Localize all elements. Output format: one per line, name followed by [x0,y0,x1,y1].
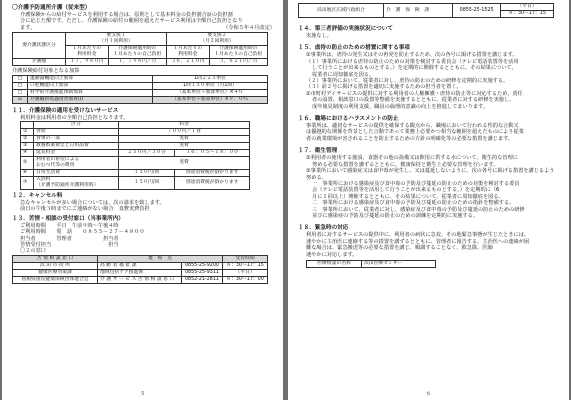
table-cell: 浜田地区広域行政組合 [299,4,384,18]
table-header: 受付時間 [223,255,268,262]
fee-table [12,32,268,66]
table-cell: ⑦ [21,177,34,190]
section-title: 〇介護予防通所介護（従来型） [12,5,91,11]
table-cell: 別途消費税が掛かります [175,177,250,190]
contact-line: 担当者 管理者 担当者 [20,235,119,242]
document-page-right [288,0,569,400]
table-cell: 島根県国民健康保険団体連合会 [13,276,98,283]
checkbox[interactable]: □ [13,82,28,89]
section-title: １７．衛生管理 [298,148,338,155]
complaint-window-table [12,255,268,284]
table-cell: 利用者の希望による おむつ代等の費用 [34,157,119,170]
table-cell: ⑥ [21,170,34,177]
table-cell: ④ [21,150,34,157]
table-subheader: 介護保険適用時の １月あたりの自己負担 [108,46,166,59]
table-cell: ３，６２１円／月 [209,59,267,66]
table-cell: 科学的介護推進体制加算 [28,89,153,96]
table-subheader: １月あたりの 利用料金 [166,46,209,59]
paragraph-line: 合に応じた額です。ただし、介護保険の給付の範囲を超えたサービス利用は全額自己負担となり [20,18,243,25]
table-cell: ７００円／１食 [119,129,250,136]
paragraph-line: ①事業所は、虐待の発生又はその再発を防止するため、次の各号に掲げる措置を講じます。 [306,52,518,59]
table-cell: 高 齢 者 福 祉 課 [98,262,182,269]
table-cell: ② [21,136,34,143]
contact-line: 〇２の窓口 [20,248,46,255]
table-subheader: １月あたりの 利用料金 [66,46,109,59]
section-title: １８．緊急時の対応 [298,225,349,232]
paragraph-line: ②事業所において感染症又は食中毒が発生し、又は蔓延しないように、次の各号に掲げる措置を講じるよう努める。 [306,168,555,181]
paragraph-line: 従業者に周知徹底を図る。 [312,71,375,78]
table-cell: １７，９８０円 [66,59,109,66]
non-insurance-table [20,121,250,190]
section-title: １６．職場におけるハラスメントの防止 [298,116,399,123]
table-cell: 日常生活費 [34,170,119,177]
table-cell: 延長料金 [34,150,119,157]
paragraph-line: 会（テレビ電話装置等を活用して行うことが出来るものとする。）を定期的に（6 [312,187,500,194]
table-cell: 0855-25-1525 [453,4,501,18]
table-cell: ８：30～17：15 [223,262,268,269]
paragraph-line: 速やかに主治医に連絡する等の措置を講ずるとともに、管理者に報告する。主治医への連絡が困 [306,238,530,245]
paragraph-line: 並びに感染症の予防及び蔓延の防止のための訓練を定期的に実施する。 [312,212,479,219]
table-cell: 1回１５０単位（月1回） [153,82,268,89]
table-header: 苦 情 相 談 窓 口 [13,255,98,262]
paragraph-line: 急なキャンセルが多い場合については、次の請求を致します。 [20,200,165,207]
paragraph-line: は優越的な関係を背景とした言動であって業務上必要かつ相当な範囲を超えたものにより従業 [306,129,524,136]
table-cell: 口腔機能向上加算 [28,82,153,89]
paragraph-line: 介護保険からの給付サービスを利用する場合は、原則として基本料金の負担割合証の負担割 [20,12,233,18]
table-cell: ３６，２１０円 [166,59,209,66]
table-cell: １５０円/回 [119,170,175,177]
paragraph-line: 利用者に対するサービスの提供中に、利用者の病状に急変、その他緊急事態が生じたときには、 [306,232,530,239]
table-cell: 医療相談の名称 [307,260,362,267]
table-header: 要支援１ （月１回利用） [66,33,167,46]
table-cell: １，７９８円／月 [108,59,166,66]
table-cell: 食事の一部 [34,136,119,143]
table-cell: ⑤ [21,157,34,170]
table-caption: 介護保険給付対象となる加算 [12,68,80,75]
revision-date: （令和５年４月改定） [223,24,275,31]
table-cell: 運動器機能向上加算 [28,75,153,82]
paragraph-line: 者の就業環境が害されることを防止するための方針の明確化等の必要な措置を講じます。 [306,135,514,142]
contact-continuation-table [298,3,554,18]
section-title: １２．キャンセル料 [12,193,63,200]
table-cell: 実費 [119,157,250,170]
page-number: ５ [139,391,145,397]
paragraph-line: 月に１回以上）開催するとともに、その結果について、従業者に周知徹底を図る。 [312,193,504,200]
checkbox[interactable]: □ [13,75,28,82]
section-title: １３．苦情・相談の受付窓口（当事業所内） [12,215,124,222]
table-cell: 実費 [119,143,250,150]
table-cell: 健康医療対策課 [13,269,98,276]
table-header: 料金 [119,122,250,129]
addition-table [12,75,268,104]
checkbox[interactable]: □ [13,89,28,96]
contact-line: 苦情受付担当 担当 [20,242,119,249]
table-cell: １５０円/回 [119,177,175,190]
table-cell: （基本単位＋加算単位）×４０ [153,89,268,96]
table-cell: 浜 田 市 役 所 [13,262,98,269]
section-title: １５．虐待の防止のための措置に関する事項 [298,45,410,52]
paragraph-line: （１）事業所における虐待の防止のための対策を検討する委員会（テレビ電話装置等を活用 [306,58,519,65]
table-cell: ③ [21,143,34,150]
paragraph-line: 成年後見制度の利用支援、職員の倫理的意識の向上を推進してまいります。 [312,103,488,110]
paragraph-line: 一 事業所における感染症及び食中毒の予防及び蔓延の防止のための対策を検討する委員 [312,180,520,187]
table-cell: 地域包括ケア推進係 [98,269,182,276]
table-cell: 0852-21-2811 [181,276,222,283]
paragraph-line: 三 事業所において、従業者に対し、感染症及び食中毒の予防及び蔓延の防止のための研修 [312,206,525,213]
contact-line: ご利用時間 電 話 ０８５５－２７－４８００ [20,229,145,236]
table-cell: 0855-25-9200 [181,262,222,269]
table-cell: （平日） [501,4,554,11]
table-header [21,122,34,129]
table-cell: 介護職員処遇改善加算(Ⅰ) [28,96,153,103]
section-title: １１．介護保険の適用を受けないサービス [12,107,119,114]
document-page-left [2,0,283,400]
table-cell: ① [21,129,34,136]
table-cell: （平日） [223,269,268,276]
paragraph-line: 者の設置、相談窓口の設置等整備を実施するとともに、従業者に対する研修を実施し、 [312,97,515,104]
paragraph-line: ②市町村デイサービスの提供に対する利用者の人権擁護・虐待の防止等に対応するため、責任 [306,90,523,97]
table-header: 連 絡 先 [98,255,223,262]
table-header: 要介護状態区分 [13,33,66,59]
table-subheader: 介護保険適用時の １月あたりの自己負担 [209,46,267,59]
page-number: ６ [425,391,431,397]
checkbox[interactable]: ☑ [13,96,28,103]
contact-line: ご利用時間 平日 午前９時～午後４時 [20,222,119,229]
table-cell: 0855-25-9311 [181,269,222,276]
paragraph-line: ①利用者の使用する施設、食器その他の設備又は飲用に供する水について、衛生的な管理に [306,155,518,162]
table-cell: ２５０円／３０分 [119,150,175,157]
table-cell: 1回２２５単位 [153,75,268,82]
paragraph-line: （３）前２号に掲げる措置を適切に実施するための担当者を置く。 [306,84,462,91]
paragraph-line: ます。 [20,24,36,31]
section-title: １４．第三者評価の実施状況について [298,26,393,32]
table-cell: １６：０５～１８：００ [175,150,250,157]
table-cell: 浜田医療センター [362,260,436,267]
paragraph-line: して行うことが出来るものとする。）を定期的に開催するとともに、その結果について、 [312,65,517,72]
table-cell: 実費 [119,136,250,143]
medical-institution-table [306,260,436,268]
table-cell: 教養娯楽費など日用品費 [34,143,119,150]
table-cell: 入浴料 （介護予防通所介護利用時） [34,177,119,190]
table-cell: （基本単位＋加算単位）×９．０％ [153,96,268,103]
paragraph-line: 努める必要な措置を講ずるとともに、健康保持と衛生上必要な管理を行います。 [312,161,499,168]
table-cell: 介 護 サ ー ビ ス 苦 情 相 談 窓 口 [98,276,182,283]
paragraph-line: 二 事業所における感染症及び食中毒の予防及び蔓延の防止のための指針を整備する。 [312,200,515,207]
table-cell: 別途消費税が掛かります [175,170,250,177]
paragraph-line: （２）事業所において、従業者に対し、虐待の防止のための研修を定期的に実施する。 [306,78,509,85]
table-cell: ８：30～17：15 [501,11,554,18]
paragraph-line: 前日の午後３時までにご連絡がない場合 食費実費負担 [20,206,150,213]
paragraph-line: 難な場合は、緊急搬送等の必要な措置を講じ、順調することなく、救急隊、医師 [306,245,493,252]
paragraph-line: 利用料金は利用者の全額自己負担となります。 [20,114,129,121]
table-cell: 介 護 保 険 課 [384,4,453,18]
paragraph-line: 事業所は、適切なサービスの提供を確保する観点から、職場において行われる性的な言動又 [306,123,519,130]
table-cell: 食費 [34,129,119,136]
table-header: 要支援２ （月２回利用） [166,33,267,46]
table-header: 区分 [34,122,119,129]
paragraph-line: 実施なし。 [306,33,332,39]
paragraph-line: 速やかに対応します。 [306,251,358,258]
table-cell: 介護額 [13,59,66,66]
table-cell: ８：30～17：00 [223,276,268,283]
